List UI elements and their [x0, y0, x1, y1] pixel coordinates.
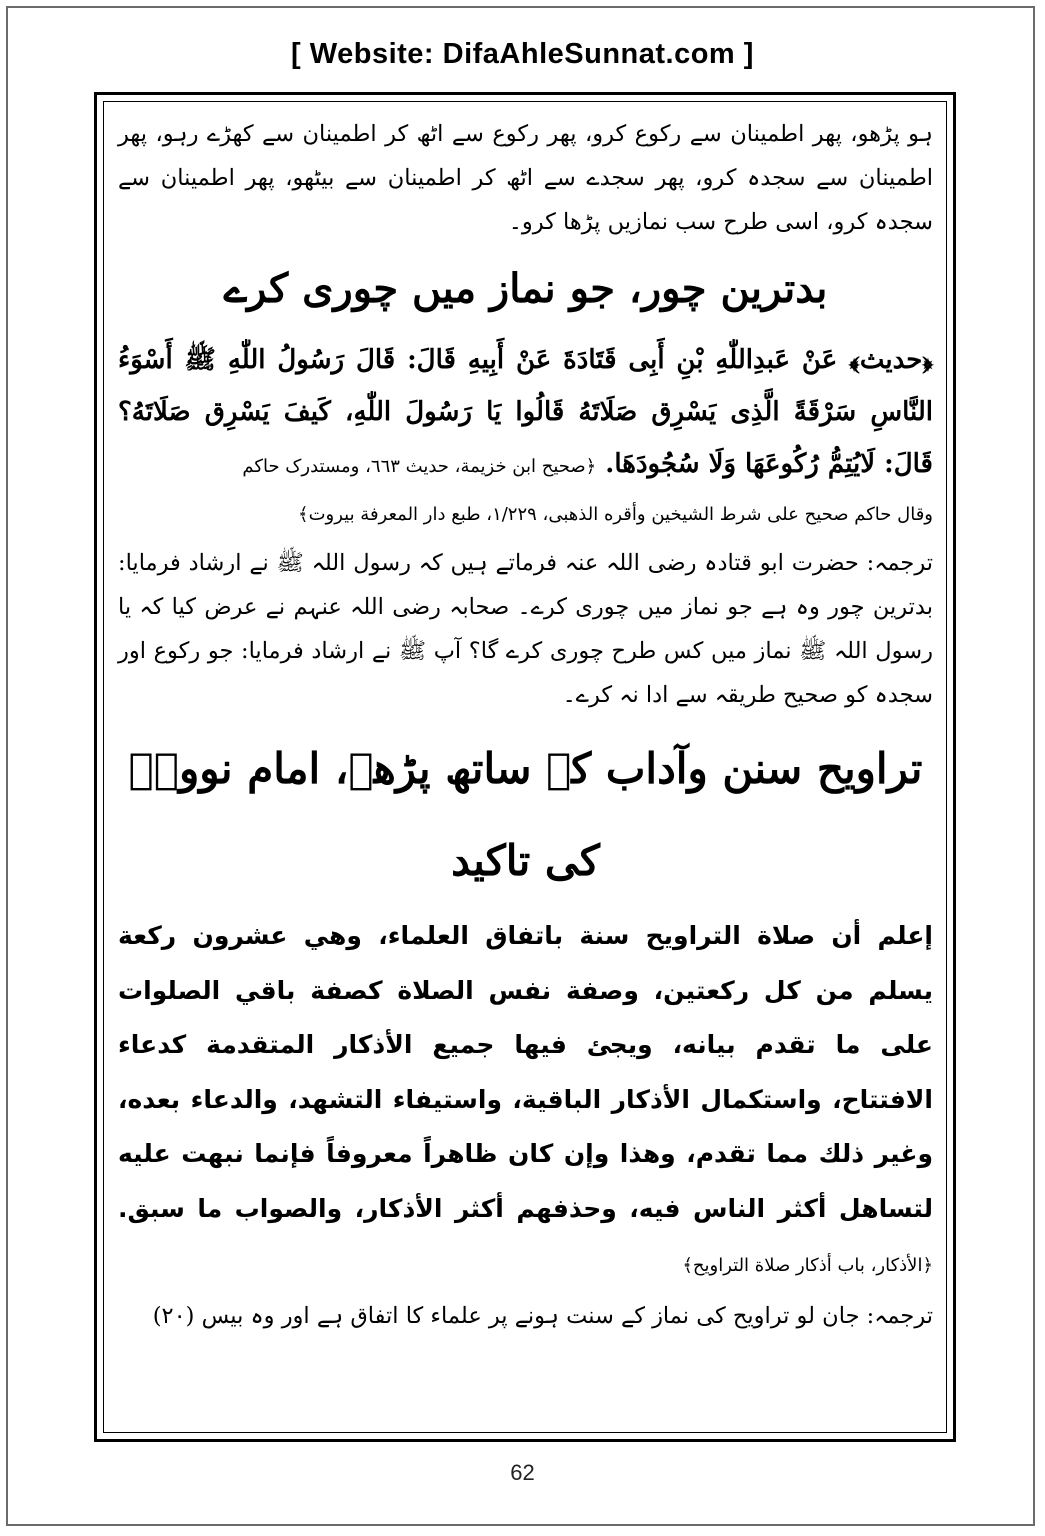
arabic-quote-text: إعلم أن صلاة التراويح سنة باتفاق العلماء، وهي عشرون ركعة يسلم من كل ركعتين، وصفة نفس الصلاة كصفة باقي الصلوات على ما تقدم بيانه، ويجئ فيها جميع الأذكار المتقدمة كدعاء الافتتاح، واستكمال الأذكار الباقية، واستيفاء التشهد، والدعاء بعده، وغير ذلك مما تقدم، وهذا وإن كان ظاهراً معروفاً فإنما نبهت عليه لتساهل أكثر الناس فيه، وحذفهم أكثر الأذكار، والصواب ما سبق. — [118, 921, 933, 1223]
translation-label-2: ترجمہ: — [866, 1302, 933, 1329]
page-number: 62 — [510, 1460, 535, 1485]
page-content — [118, 112, 933, 1338]
hadith-text: عَنْ عَبدِاللّٰهِ بْنِ أَبِی قَتَادَةَ عَنْ أَبِیهِ قَالَ: قَالَ رَسُولُ اللّٰهِ ﷺ أَسْوَءُ النَّاسِ سَرْقَةً الَّذِی یَسْرِق صَلَاتَهُ قَالُوا یَا رَسُولَ اللّٰهِ، کَیفَ یَسْرِق صَلَاتَهُ؟ قَالَ: لَایُتِمُّ رُکُوعَهَا وَلَا سُجُودَهَا. — [118, 345, 933, 479]
intro-paragraph: ہو پڑھو، پھر اطمینان سے رکوع کرو، پھر رکوع سے اٹھ کر اطمینان سے کھڑے رہو، پھر اطمینان سے سجدہ کرو، پھر سجدے سے اٹھ کر اطمینان سے بیٹھو، پھر اطمینان سے سجدہ کرو، اسی طرح سب نمازیں پڑھا کرو۔ — [118, 121, 933, 235]
arabic-quote-reference: ﴿الأذكار، باب أذكار صلاة التراويح﴾ — [682, 1255, 933, 1276]
hadith-reference: ﴿صحیح ابن خزیمة، حدیث ٦٦٣، ومستدرک حاکم — [242, 456, 597, 477]
translation-text: حضرت ابو قتادہ رضی اللہ عنہ فرماتے ہیں کہ رسول اللہ ﷺ نے ارشاد فرمایا: بدترین چور وہ ہے جو نماز میں چوری کرے۔ صحابہ رضی اللہ عنہم نے عرض کیا کہ یا رسول اللہ ﷺ نماز میں کس طرح چوری کرے گا؟ آپ ﷺ نے ارشاد فرمایا: جو رکوع اور سجدہ کو صحیح طریقہ سے ادا نہ کرے۔ — [118, 550, 933, 708]
translation-label: ترجمہ: — [866, 550, 933, 576]
hadith-reference-continued: وقال حاکم صحیح علی شرط الشیخین وأقره الذهبی، ١/٢٢٩، طبع دار المعرفة بیروت﴾ — [298, 504, 933, 525]
hadith-label: ﴿حدیث﴾ — [849, 345, 933, 375]
translation-paragraph-1 — [118, 541, 933, 717]
website-header[interactable]: [ Website: DifaAhleSunnat.com ] — [291, 38, 754, 70]
section-heading-worst-thief: بدترین چور، جو نماز میں چوری کرے — [223, 265, 828, 312]
section-heading-taraweeh: تراویح سنن وآداب کے ساتھ پڑھے، امام نوویؒ کی تاکید — [128, 744, 923, 885]
arabic-quote — [118, 909, 933, 1294]
translation-paragraph-2 — [118, 1294, 933, 1338]
translation-text-2: جان لو تراویح کی نماز کے سنت ہونے پر علماء کا اتفاق ہے اور وہ بیس (٢٠) — [152, 1302, 860, 1329]
hadith-paragraph — [118, 334, 933, 493]
